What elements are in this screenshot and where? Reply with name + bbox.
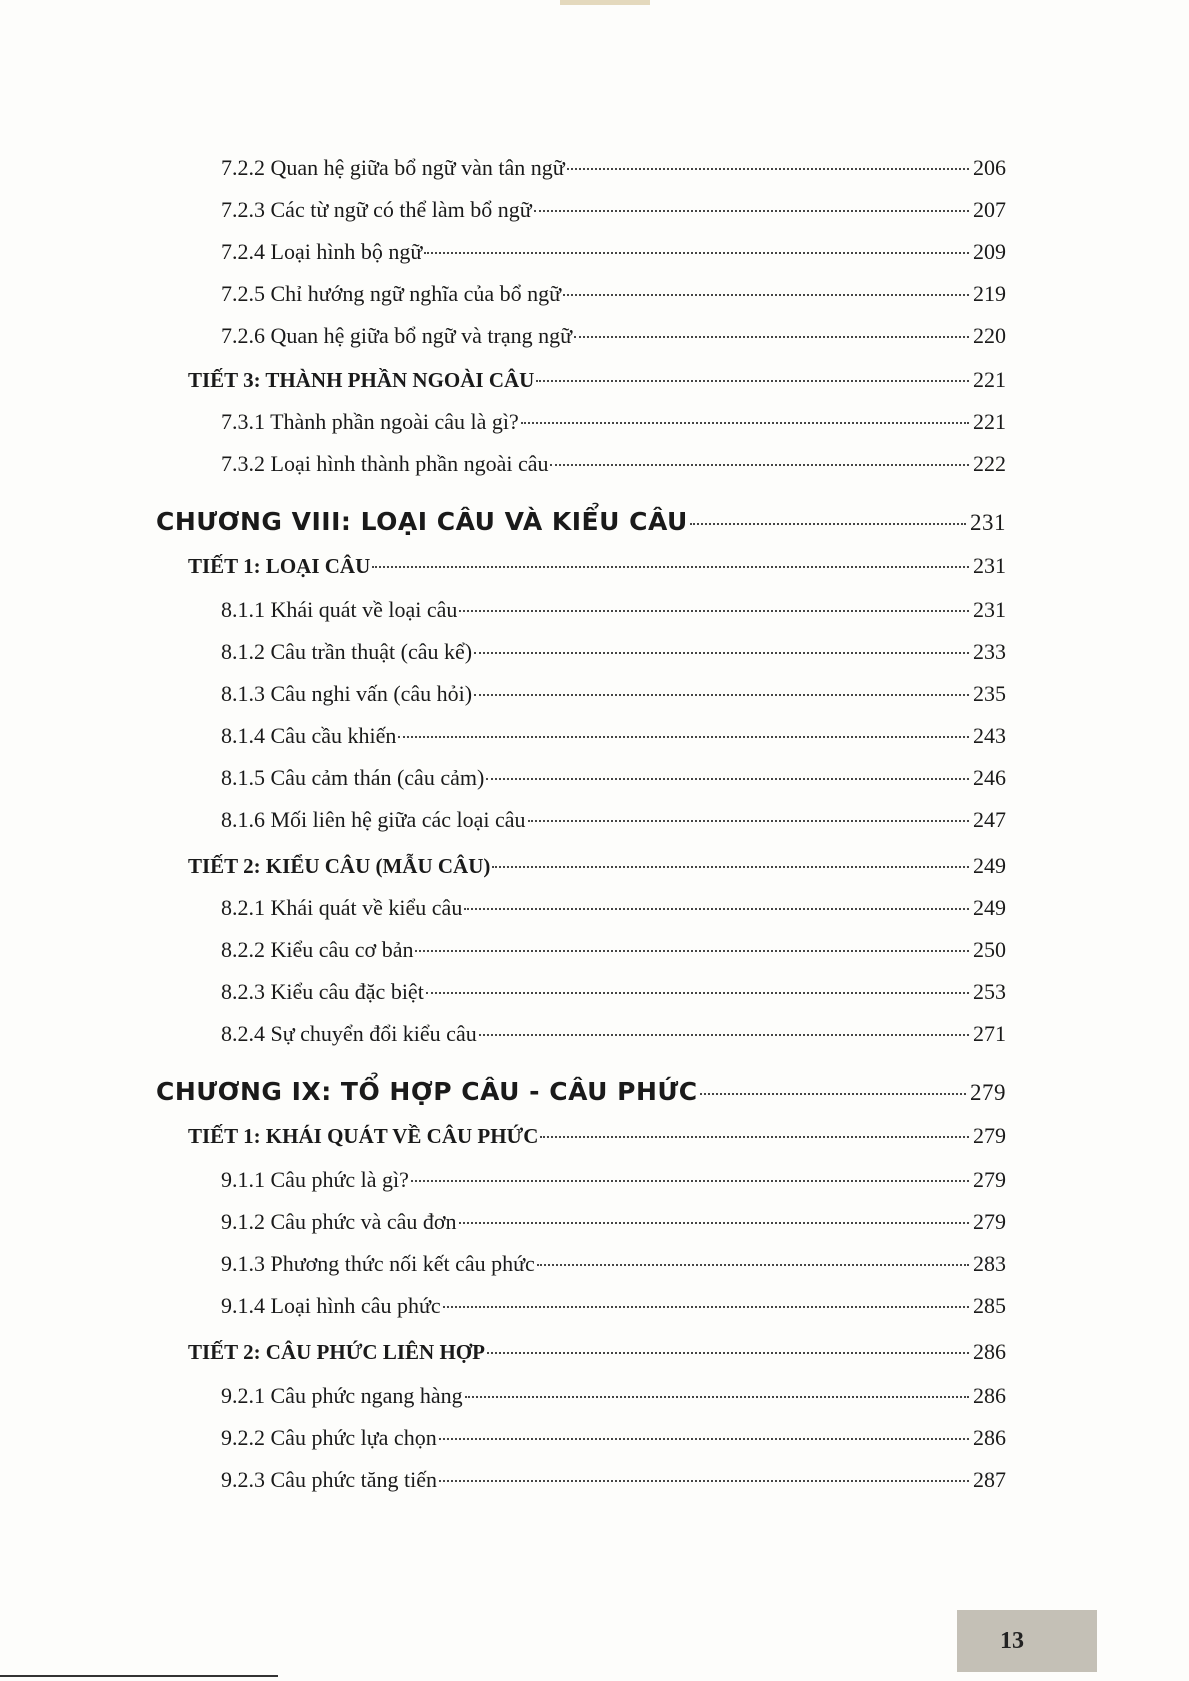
dot-leader: [487, 1352, 969, 1354]
toc-subsection-entry: [221, 409, 1006, 435]
dot-leader: [479, 1034, 969, 1036]
toc-section-entry: [188, 1123, 1006, 1149]
toc-entry-title: 8.1.6 Mối liên hệ giữa các loại câu: [221, 807, 526, 832]
toc-subsection-entry: [221, 323, 1006, 349]
dot-leader: [439, 1480, 969, 1482]
dot-leader: [537, 1264, 969, 1266]
toc-subsection-entry: [221, 1167, 1006, 1193]
toc-section-entry: [188, 553, 1006, 579]
toc-subsection-entry: [221, 895, 1006, 921]
bottom-rule: [0, 1675, 278, 1677]
toc-entry-page: 285: [973, 1293, 1006, 1318]
toc-subsection-entry: [221, 639, 1006, 665]
toc-entry-page: 235: [973, 681, 1006, 706]
toc-subsection-entry: [221, 765, 1006, 791]
toc-subsection-entry: [221, 281, 1006, 307]
toc-subsection-entry: [221, 723, 1006, 749]
toc-entry-title: 8.2.2 Kiểu câu cơ bản: [221, 937, 414, 962]
toc-entry-page: 231: [973, 553, 1006, 578]
dot-leader: [550, 464, 969, 466]
dot-leader: [540, 1136, 969, 1138]
toc-entry-title: 7.3.1 Thành phần ngoài câu là gì?: [221, 409, 519, 434]
toc-entry-title: TIẾT 1: LOẠI CÂU: [188, 554, 371, 578]
dot-leader: [459, 1222, 969, 1224]
toc-entry-page: 279: [973, 1123, 1006, 1148]
toc-entry-title: 8.2.3 Kiểu câu đặc biệt: [221, 979, 424, 1004]
toc-entry-title: 9.2.2 Câu phức lựa chọn: [221, 1425, 437, 1450]
toc-entry-title: 7.2.4 Loại hình bộ ngữ: [221, 239, 423, 264]
toc-entry-page: 220: [973, 323, 1006, 348]
toc-entry-page: 287: [973, 1467, 1006, 1492]
toc-section-entry: [188, 1339, 1006, 1365]
toc-entry-page: 247: [973, 807, 1006, 832]
toc-entry-page: 221: [973, 367, 1006, 392]
dot-leader: [474, 694, 969, 696]
toc-entry-title: 7.2.6 Quan hệ giữa bổ ngữ và trạng ngữ: [221, 323, 573, 348]
toc-entry-title: 8.1.3 Câu nghi vấn (câu hỏi): [221, 681, 473, 706]
toc-entry-page: 286: [973, 1425, 1006, 1450]
toc-subsection-entry: [221, 937, 1006, 963]
dot-leader: [465, 1396, 969, 1398]
toc-entry-page: 231: [970, 510, 1006, 535]
toc-entry-title: 8.1.5 Câu cảm thán (câu cảm): [221, 765, 485, 790]
toc-entry-title: CHƯƠNG IX: TỔ HỢP CÂU - CÂU PHỨC: [156, 1077, 698, 1106]
dot-leader: [398, 736, 969, 738]
dot-leader: [372, 566, 969, 568]
toc-entry-title: TIẾT 1: KHÁI QUÁT VỀ CÂU PHỨC: [188, 1124, 539, 1148]
toc-subsection-entry: [221, 597, 1006, 623]
toc-subsection-entry: [221, 1209, 1006, 1235]
toc-entry-page: 243: [973, 723, 1006, 748]
dot-leader: [521, 422, 969, 424]
toc-subsection-entry: [221, 1293, 1006, 1319]
toc-entry-page: 283: [973, 1251, 1006, 1276]
toc-subsection-entry: [221, 1467, 1006, 1493]
toc-entry-page: 279: [973, 1167, 1006, 1192]
toc-entry-page: 279: [970, 1080, 1006, 1105]
dot-leader: [474, 652, 969, 654]
toc-entry-page: 233: [973, 639, 1006, 664]
toc-entry-title: 8.1.1 Khái quát về loại câu: [221, 597, 458, 622]
page-number: 13: [1000, 1627, 1024, 1654]
toc-subsection-entry: [221, 1021, 1006, 1047]
toc-entry-page: 206: [973, 155, 1006, 180]
dot-leader: [411, 1180, 969, 1182]
toc-entry-title: 7.2.5 Chỉ hướng ngữ nghĩa của bổ ngữ: [221, 281, 562, 306]
toc-chapter-entry: [156, 1077, 1006, 1106]
toc-section-entry: [188, 853, 1006, 879]
toc-entry-title: CHƯƠNG VIII: LOẠI CÂU VÀ KIỂU CÂU: [156, 507, 688, 536]
dot-leader: [443, 1306, 969, 1308]
toc-entry-page: 207: [973, 197, 1006, 222]
dot-leader: [567, 168, 969, 170]
dot-leader: [690, 523, 966, 525]
toc-entry-page: 253: [973, 979, 1006, 1004]
toc-entry-title: 9.1.2 Câu phức và câu đơn: [221, 1209, 457, 1234]
toc-subsection-entry: [221, 1383, 1006, 1409]
dot-leader: [528, 820, 969, 822]
dot-leader: [426, 992, 969, 994]
toc-entry-page: 271: [973, 1021, 1006, 1046]
toc-subsection-entry: [221, 681, 1006, 707]
dot-leader: [574, 336, 969, 338]
toc-subsection-entry: [221, 197, 1006, 223]
toc-entry-title: 8.1.4 Câu cầu khiến: [221, 723, 397, 748]
toc-chapter-entry: [156, 507, 1006, 536]
toc-subsection-entry: [221, 155, 1006, 181]
toc-entry-title: 8.2.1 Khái quát về kiểu câu: [221, 895, 463, 920]
dot-leader: [563, 294, 969, 296]
toc-entry-page: 286: [973, 1339, 1006, 1364]
dot-leader: [700, 1093, 966, 1095]
toc-entry-title: 9.1.3 Phương thức nối kết câu phức: [221, 1251, 535, 1276]
dot-leader: [534, 210, 969, 212]
toc-entry-title: 8.1.2 Câu trần thuật (câu kể): [221, 639, 473, 664]
toc-entry-page: 231: [973, 597, 1006, 622]
toc-entry-title: 7.2.2 Quan hệ giữa bổ ngữ vàn tân ngữ: [221, 155, 565, 180]
dot-leader: [492, 866, 969, 868]
toc-subsection-entry: [221, 1251, 1006, 1277]
toc-entry-title: 7.3.2 Loại hình thành phần ngoài câu: [221, 451, 549, 476]
toc-section-entry: [188, 367, 1006, 393]
dot-leader: [415, 950, 969, 952]
dot-leader: [439, 1438, 969, 1440]
toc-subsection-entry: [221, 1425, 1006, 1451]
toc-entry-page: 221: [973, 409, 1006, 434]
toc-entry-title: TIẾT 3: THÀNH PHẦN NGOÀI CÂU: [188, 368, 535, 392]
toc-entry-title: 9.2.3 Câu phức tăng tiến: [221, 1467, 437, 1492]
dot-leader: [459, 610, 969, 612]
toc-entry-page: 279: [973, 1209, 1006, 1234]
toc-subsection-entry: [221, 451, 1006, 477]
toc-entry-title: 9.1.1 Câu phức là gì?: [221, 1167, 409, 1192]
toc-entry-page: 249: [973, 895, 1006, 920]
toc-entry-page: 209: [973, 239, 1006, 264]
dot-leader: [536, 380, 969, 382]
toc-subsection-entry: [221, 239, 1006, 265]
toc-entry-page: 286: [973, 1383, 1006, 1408]
toc-entry-title: 9.2.1 Câu phức ngang hàng: [221, 1383, 463, 1408]
toc-entry-page: 222: [973, 451, 1006, 476]
dot-leader: [424, 252, 969, 254]
toc-entry-page: 249: [973, 853, 1006, 878]
toc-entry-title: 9.1.4 Loại hình câu phức: [221, 1293, 441, 1318]
toc-entry-title: 8.2.4 Sự chuyển đổi kiểu câu: [221, 1021, 477, 1046]
toc-entry-page: 219: [973, 281, 1006, 306]
toc-entry-title: TIẾT 2: KIỂU CÂU (MẪU CÂU): [188, 854, 491, 878]
dot-leader: [486, 778, 969, 780]
toc-subsection-entry: [221, 807, 1006, 833]
toc-subsection-entry: [221, 979, 1006, 1005]
dot-leader: [464, 908, 969, 910]
page-number-box: [957, 1610, 1097, 1672]
toc-entry-page: 250: [973, 937, 1006, 962]
toc-entry-title: 7.2.3 Các từ ngữ có thể làm bổ ngữ: [221, 197, 532, 222]
toc-entry-title: TIẾT 2: CÂU PHỨC LIÊN HỢP: [188, 1340, 485, 1364]
toc-entry-page: 246: [973, 765, 1006, 790]
